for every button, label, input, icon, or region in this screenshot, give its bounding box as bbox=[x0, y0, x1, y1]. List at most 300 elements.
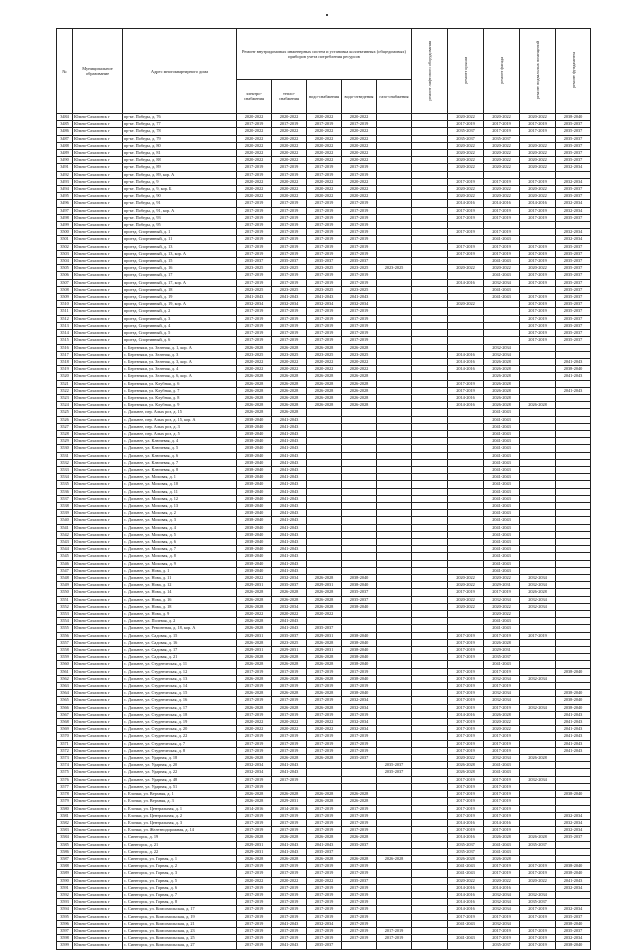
period-cell: 2017-2019 bbox=[307, 863, 342, 870]
table-row bbox=[57, 207, 591, 214]
municipality-cell: Южно-Сахалинск г bbox=[73, 330, 123, 337]
period-cell: 2014-2016 bbox=[484, 884, 520, 891]
table-row bbox=[57, 128, 591, 135]
municipality-cell: Южно-Сахалинск г bbox=[73, 114, 123, 121]
period-cell: 2020-2022 bbox=[448, 575, 484, 582]
table-row bbox=[57, 315, 591, 322]
period-cell: 2017-2019 bbox=[520, 258, 556, 265]
period-cell bbox=[448, 373, 484, 380]
address-cell: с. Дальнее, ул. Ремонтная, д. 18, кор. А bbox=[123, 625, 237, 632]
period-cell: 2041-2043 bbox=[448, 935, 484, 942]
period-cell: 2017-2019 bbox=[448, 812, 484, 819]
row-number-cell: 3496 bbox=[57, 200, 73, 207]
period-cell bbox=[377, 913, 412, 920]
table-row bbox=[57, 661, 591, 668]
row-number-cell: 3539 bbox=[57, 510, 73, 517]
row-number-cell: 3495 bbox=[57, 193, 73, 200]
period-cell: 2017-2019 bbox=[448, 783, 484, 790]
row-number-cell: 3553 bbox=[57, 611, 73, 618]
period-cell: 2014-2016 bbox=[448, 366, 484, 373]
period-cell: 2017-2019 bbox=[307, 243, 342, 250]
table-row bbox=[57, 258, 591, 265]
period-cell: 2014-2016 bbox=[448, 279, 484, 286]
period-cell: 2026-2028 bbox=[237, 661, 272, 668]
period-cell bbox=[448, 445, 484, 452]
period-cell: 2017-2019 bbox=[484, 121, 520, 128]
municipality-cell: Южно-Сахалинск г bbox=[73, 430, 123, 437]
table-row bbox=[57, 783, 591, 790]
address-cell: с. Березняки, ул. Клубная, д. 9 bbox=[123, 402, 237, 409]
period-cell: 2041-2043 bbox=[484, 438, 520, 445]
period-cell: 2017-2019 bbox=[448, 719, 484, 726]
row-number-cell: 3515 bbox=[57, 337, 73, 344]
period-cell: 2017-2019 bbox=[342, 747, 377, 754]
period-cell: 2017-2019 bbox=[342, 827, 377, 834]
period-cell: 2035-2037 bbox=[448, 848, 484, 855]
period-cell bbox=[448, 524, 484, 531]
address-cell: проезд. Спортивный, д. 15 bbox=[123, 258, 237, 265]
period-cell: 2038-2040 bbox=[237, 438, 272, 445]
period-cell: 2020-2022 bbox=[342, 135, 377, 142]
table-row bbox=[57, 135, 591, 142]
period-cell bbox=[377, 430, 412, 437]
period-cell: 2026-2028 bbox=[307, 791, 342, 798]
table-row bbox=[57, 618, 591, 625]
period-cell bbox=[377, 848, 412, 855]
period-cell: 2020-2022 bbox=[342, 186, 377, 193]
period-cell bbox=[377, 575, 412, 582]
period-cell: 2035-2037 bbox=[556, 301, 591, 308]
period-cell bbox=[342, 769, 377, 776]
period-cell: 2017-2019 bbox=[272, 121, 307, 128]
period-cell: 2041-2043 bbox=[484, 294, 520, 301]
period-cell: 2026-2028 bbox=[307, 639, 342, 646]
period-cell bbox=[520, 805, 556, 812]
municipality-cell: Южно-Сахалинск г bbox=[73, 265, 123, 272]
period-cell: 2017-2019 bbox=[237, 913, 272, 920]
table-row bbox=[57, 495, 591, 502]
address-cell: с. Березняки, ул. Зеленая, д. 1, кор. А bbox=[123, 344, 237, 351]
period-cell: 2017-2019 bbox=[237, 827, 272, 834]
period-cell: 2017-2019 bbox=[307, 913, 342, 920]
period-cell bbox=[520, 618, 556, 625]
period-cell bbox=[412, 762, 448, 769]
period-cell: 2026-2028 bbox=[520, 589, 556, 596]
period-cell: 2041-2043 bbox=[484, 409, 520, 416]
period-cell: 2038-2040 bbox=[556, 114, 591, 121]
col-gas-header: газо-снабжения bbox=[377, 79, 412, 113]
period-cell: 2032-2034 bbox=[556, 819, 591, 826]
table-row bbox=[57, 776, 591, 783]
address-cell: с. Дальнее, ул. Ключевая, д. 8 bbox=[123, 466, 237, 473]
address-cell: с. Дальнее, ул. Полевая, д. 2 bbox=[123, 618, 237, 625]
period-cell bbox=[377, 726, 412, 733]
period-cell bbox=[412, 798, 448, 805]
row-number-cell: 3519 bbox=[57, 366, 73, 373]
table-row bbox=[57, 114, 591, 121]
table-row bbox=[57, 322, 591, 329]
period-cell bbox=[412, 301, 448, 308]
municipality-cell: Южно-Сахалинск г bbox=[73, 567, 123, 574]
period-cell: 2032-2034 bbox=[556, 178, 591, 185]
period-cell bbox=[307, 438, 342, 445]
period-cell: 2026-2028 bbox=[342, 402, 377, 409]
period-cell bbox=[412, 250, 448, 257]
period-cell bbox=[377, 409, 412, 416]
period-cell: 2017-2019 bbox=[272, 243, 307, 250]
period-cell: 2035-2037 bbox=[556, 330, 591, 337]
municipality-cell: Южно-Сахалинск г bbox=[73, 639, 123, 646]
period-cell: 2017-2019 bbox=[307, 819, 342, 826]
period-cell: 2041-2043 bbox=[484, 625, 520, 632]
table-row bbox=[57, 510, 591, 517]
table-row bbox=[57, 755, 591, 762]
period-cell bbox=[412, 430, 448, 437]
period-cell: 2041-2043 bbox=[272, 618, 307, 625]
period-cell: 2017-2019 bbox=[520, 863, 556, 870]
period-cell bbox=[342, 625, 377, 632]
row-number-cell: 3576 bbox=[57, 776, 73, 783]
row-number-cell: 3543 bbox=[57, 538, 73, 545]
period-cell: 2026-2028 bbox=[307, 704, 342, 711]
period-cell: 2026-2028 bbox=[484, 380, 520, 387]
period-cell bbox=[377, 877, 412, 884]
period-cell bbox=[377, 625, 412, 632]
row-number-cell: 3591 bbox=[57, 884, 73, 891]
period-cell: 2017-2019 bbox=[272, 891, 307, 898]
row-number-cell: 3597 bbox=[57, 927, 73, 934]
row-number-cell: 3565 bbox=[57, 697, 73, 704]
row-number-cell: 3599 bbox=[57, 942, 73, 949]
period-cell: 2026-2028 bbox=[237, 675, 272, 682]
period-cell: 2014-2016 bbox=[448, 884, 484, 891]
period-cell: 2041-2043 bbox=[272, 942, 307, 949]
table-row bbox=[57, 589, 591, 596]
period-cell: 2035-2037 bbox=[377, 769, 412, 776]
row-number-cell: 3532 bbox=[57, 459, 73, 466]
municipality-cell: Южно-Сахалинск г bbox=[73, 308, 123, 315]
municipality-cell: Южно-Сахалинск г bbox=[73, 920, 123, 927]
address-cell: с. Березняки, ул. Зеленая, д. 6, кор. А bbox=[123, 373, 237, 380]
period-cell: 2026-2028 bbox=[237, 618, 272, 625]
period-cell bbox=[556, 675, 591, 682]
period-cell bbox=[556, 445, 591, 452]
period-cell: 2017-2019 bbox=[448, 726, 484, 733]
period-cell: 2035-2037 bbox=[342, 877, 377, 884]
period-cell: 2041-2043 bbox=[484, 272, 520, 279]
address-cell: пр-кт. Победы, д. 91, кор. А bbox=[123, 207, 237, 214]
municipality-cell: Южно-Сахалинск г bbox=[73, 791, 123, 798]
period-cell: 2026-2028 bbox=[237, 380, 272, 387]
period-cell bbox=[377, 697, 412, 704]
municipality-cell: Южно-Сахалинск г bbox=[73, 510, 123, 517]
row-number-cell: 3523 bbox=[57, 394, 73, 401]
row-number-cell: 3574 bbox=[57, 762, 73, 769]
period-cell: 2017-2019 bbox=[520, 121, 556, 128]
address-cell: с. Березняки, ул. Зеленая, д. 3 bbox=[123, 351, 237, 358]
period-cell: 2035-2037 bbox=[556, 927, 591, 934]
row-number-cell: 3595 bbox=[57, 913, 73, 920]
period-cell bbox=[484, 308, 520, 315]
col-no-header: № bbox=[57, 29, 73, 114]
period-cell: 2017-2019 bbox=[520, 330, 556, 337]
address-cell: с. Березняки, ул. Клубная, д. 6 bbox=[123, 380, 237, 387]
period-cell: 2017-2019 bbox=[272, 214, 307, 221]
period-cell: 2032-2034 bbox=[556, 200, 591, 207]
period-cell bbox=[556, 611, 591, 618]
municipality-cell: Южно-Сахалинск г bbox=[73, 358, 123, 365]
period-cell: 2041-2043 bbox=[272, 841, 307, 848]
address-cell: с. Дальнее, ул. Студенческая, д. 19 bbox=[123, 719, 237, 726]
period-cell: 2020-2022 bbox=[307, 135, 342, 142]
period-cell: 2032-2034 bbox=[342, 301, 377, 308]
period-cell bbox=[556, 755, 591, 762]
period-cell bbox=[377, 445, 412, 452]
period-cell: 2020-2022 bbox=[237, 150, 272, 157]
col-heat-header: тепло-снабжения bbox=[272, 79, 307, 113]
period-cell bbox=[412, 661, 448, 668]
period-cell bbox=[520, 654, 556, 661]
period-cell: 2017-2019 bbox=[342, 683, 377, 690]
address-cell: проезд. Спортивный, д. 13, кор. А bbox=[123, 250, 237, 257]
period-cell bbox=[377, 186, 412, 193]
period-cell: 2038-2040 bbox=[237, 517, 272, 524]
period-cell bbox=[556, 416, 591, 423]
period-cell: 2017-2019 bbox=[448, 380, 484, 387]
period-cell: 2020-2022 bbox=[272, 366, 307, 373]
period-cell: 2020-2022 bbox=[237, 358, 272, 365]
period-cell: 2017-2019 bbox=[307, 935, 342, 942]
period-cell: 2038-2040 bbox=[556, 690, 591, 697]
period-cell: 2041-2043 bbox=[307, 294, 342, 301]
period-cell: 2017-2019 bbox=[448, 250, 484, 257]
municipality-cell: Южно-Сахалинск г bbox=[73, 135, 123, 142]
period-cell bbox=[448, 409, 484, 416]
period-cell bbox=[377, 942, 412, 949]
period-cell bbox=[556, 776, 591, 783]
period-cell: 2026-2028 bbox=[307, 661, 342, 668]
period-cell bbox=[307, 474, 342, 481]
period-cell bbox=[448, 294, 484, 301]
period-cell bbox=[342, 611, 377, 618]
row-number-cell: 3504 bbox=[57, 258, 73, 265]
period-cell: 2017-2019 bbox=[484, 870, 520, 877]
period-cell: 2017-2019 bbox=[448, 229, 484, 236]
period-cell bbox=[377, 438, 412, 445]
period-cell: 2017-2019 bbox=[272, 899, 307, 906]
period-cell: 2017-2019 bbox=[484, 589, 520, 596]
address-cell: с. Дальнее, ул. Ударная, д. 18 bbox=[123, 755, 237, 762]
period-cell bbox=[377, 279, 412, 286]
period-cell: 2035-2037 bbox=[307, 848, 342, 855]
row-number-cell: 3571 bbox=[57, 740, 73, 747]
period-cell: 2035-2037 bbox=[448, 841, 484, 848]
table-row bbox=[57, 863, 591, 870]
period-cell: 2017-2019 bbox=[237, 906, 272, 913]
period-cell: 2017-2019 bbox=[272, 812, 307, 819]
period-cell: 2014-2016 bbox=[448, 891, 484, 898]
period-cell: 2038-2040 bbox=[342, 632, 377, 639]
municipality-cell: Южно-Сахалинск г bbox=[73, 647, 123, 654]
row-number-cell: 3589 bbox=[57, 870, 73, 877]
period-cell bbox=[484, 337, 520, 344]
period-cell bbox=[556, 438, 591, 445]
period-cell bbox=[412, 603, 448, 610]
period-cell: 2041-2043 bbox=[272, 294, 307, 301]
period-cell: 2017-2019 bbox=[307, 733, 342, 740]
period-cell: 2017-2019 bbox=[448, 913, 484, 920]
period-cell: 2017-2019 bbox=[342, 927, 377, 934]
period-cell: 2017-2019 bbox=[272, 884, 307, 891]
table-row bbox=[57, 459, 591, 466]
period-cell bbox=[556, 546, 591, 553]
period-cell bbox=[448, 488, 484, 495]
period-cell: 2032-2034 bbox=[520, 596, 556, 603]
period-cell: 2041-2043 bbox=[272, 567, 307, 574]
period-cell bbox=[556, 762, 591, 769]
period-cell: 2035-2037 bbox=[556, 135, 591, 142]
period-cell: 2041-2043 bbox=[272, 546, 307, 553]
period-cell: 2041-2043 bbox=[556, 877, 591, 884]
period-cell: 2029-2031 bbox=[272, 647, 307, 654]
address-cell: пр-кт. Победы, д. 9, кор. Б bbox=[123, 186, 237, 193]
period-cell: 2014-2016 bbox=[448, 819, 484, 826]
period-cell: 2032-2034 bbox=[520, 776, 556, 783]
period-cell: 2017-2019 bbox=[272, 222, 307, 229]
period-cell bbox=[412, 351, 448, 358]
period-cell bbox=[412, 423, 448, 430]
period-cell: 2017-2019 bbox=[448, 827, 484, 834]
period-cell bbox=[377, 423, 412, 430]
period-cell: 2026-2028 bbox=[237, 625, 272, 632]
period-cell: 2041-2043 bbox=[556, 726, 591, 733]
period-cell bbox=[520, 222, 556, 229]
table-row bbox=[57, 675, 591, 682]
period-cell: 2017-2019 bbox=[342, 214, 377, 221]
period-cell: 2035-2037 bbox=[307, 942, 342, 949]
period-cell: 2017-2019 bbox=[237, 740, 272, 747]
address-cell: проезд. Спортивный, д. 18 bbox=[123, 286, 237, 293]
row-number-cell: 3521 bbox=[57, 380, 73, 387]
col-basement-label: ремонт подвальных помещений bbox=[535, 41, 540, 100]
period-cell: 2017-2019 bbox=[484, 776, 520, 783]
period-cell bbox=[556, 848, 591, 855]
period-cell bbox=[377, 582, 412, 589]
table-row bbox=[57, 150, 591, 157]
period-cell bbox=[377, 791, 412, 798]
period-cell: 2017-2019 bbox=[448, 121, 484, 128]
period-cell: 2026-2028 bbox=[237, 639, 272, 646]
address-cell: с. Синегорск, ул. Горная, д. 5 bbox=[123, 877, 237, 884]
period-cell bbox=[377, 819, 412, 826]
table-row bbox=[57, 438, 591, 445]
period-cell: 2020-2022 bbox=[307, 358, 342, 365]
period-cell: 2035-2037 bbox=[556, 913, 591, 920]
row-number-cell: 3508 bbox=[57, 286, 73, 293]
period-cell: 2041-2043 bbox=[272, 438, 307, 445]
period-cell bbox=[342, 495, 377, 502]
row-number-cell: 3563 bbox=[57, 683, 73, 690]
period-cell: 2017-2019 bbox=[520, 322, 556, 329]
period-cell: 2017-2019 bbox=[237, 279, 272, 286]
address-cell: с. Дальнее, ул. Нова, д. 1 bbox=[123, 567, 237, 574]
period-cell bbox=[556, 567, 591, 574]
period-cell bbox=[556, 798, 591, 805]
period-cell: 2032-2034 bbox=[556, 935, 591, 942]
period-cell: 2041-2043 bbox=[484, 661, 520, 668]
table-row bbox=[57, 647, 591, 654]
period-cell bbox=[556, 683, 591, 690]
period-cell bbox=[307, 531, 342, 538]
period-cell: 2041-2043 bbox=[484, 488, 520, 495]
municipality-cell: Южно-Сахалинск г bbox=[73, 409, 123, 416]
table-row bbox=[57, 524, 591, 531]
table-row bbox=[57, 272, 591, 279]
period-cell: 2041-2043 bbox=[556, 719, 591, 726]
row-number-cell: 3598 bbox=[57, 935, 73, 942]
municipality-cell: Южно-Сахалинск г bbox=[73, 546, 123, 553]
period-cell: 2017-2019 bbox=[307, 891, 342, 898]
period-cell: 2017-2019 bbox=[484, 250, 520, 257]
period-cell: 2032-2034 bbox=[556, 164, 591, 171]
period-cell bbox=[412, 855, 448, 862]
period-cell bbox=[377, 495, 412, 502]
period-cell bbox=[412, 135, 448, 142]
period-cell: 2041-2043 bbox=[272, 510, 307, 517]
table-row bbox=[57, 416, 591, 423]
period-cell bbox=[342, 546, 377, 553]
period-cell: 2026-2028 bbox=[272, 654, 307, 661]
period-cell: 2017-2019 bbox=[307, 827, 342, 834]
period-cell bbox=[412, 575, 448, 582]
municipality-cell: Южно-Сахалинск г bbox=[73, 841, 123, 848]
period-cell: 2017-2019 bbox=[237, 164, 272, 171]
period-cell bbox=[377, 236, 412, 243]
period-cell: 2017-2019 bbox=[237, 214, 272, 221]
period-cell: 2017-2019 bbox=[237, 668, 272, 675]
period-cell bbox=[307, 430, 342, 437]
period-cell bbox=[520, 848, 556, 855]
period-cell: 2026-2028 bbox=[272, 690, 307, 697]
period-cell bbox=[412, 142, 448, 149]
table-row bbox=[57, 308, 591, 315]
period-cell bbox=[448, 222, 484, 229]
period-cell: 2017-2019 bbox=[520, 243, 556, 250]
period-cell bbox=[307, 409, 342, 416]
period-cell: 2017-2019 bbox=[342, 236, 377, 243]
period-cell bbox=[377, 344, 412, 351]
period-cell bbox=[377, 157, 412, 164]
period-cell: 2017-2019 bbox=[520, 935, 556, 942]
period-cell bbox=[520, 647, 556, 654]
period-cell bbox=[520, 438, 556, 445]
row-number-cell: 3590 bbox=[57, 877, 73, 884]
period-cell: 2017-2019 bbox=[237, 812, 272, 819]
period-cell: 2035-2037 bbox=[556, 337, 591, 344]
period-cell: 2032-2034 bbox=[520, 891, 556, 898]
municipality-cell: Южно-Сахалинск г bbox=[73, 582, 123, 589]
period-cell: 2026-2028 bbox=[484, 358, 520, 365]
table-row bbox=[57, 769, 591, 776]
period-cell: 2020-2022 bbox=[237, 114, 272, 121]
period-cell: 2035-2037 bbox=[307, 258, 342, 265]
period-cell: 2020-2022 bbox=[272, 719, 307, 726]
row-number-cell: 3526 bbox=[57, 416, 73, 423]
period-cell: 2026-2028 bbox=[272, 704, 307, 711]
address-cell: с. Дальнее, ул. Моховая, д. 12 bbox=[123, 495, 237, 502]
address-cell: с. Березняки, ул. Клубная, д. 7 bbox=[123, 387, 237, 394]
period-cell: 2020-2022 bbox=[342, 193, 377, 200]
